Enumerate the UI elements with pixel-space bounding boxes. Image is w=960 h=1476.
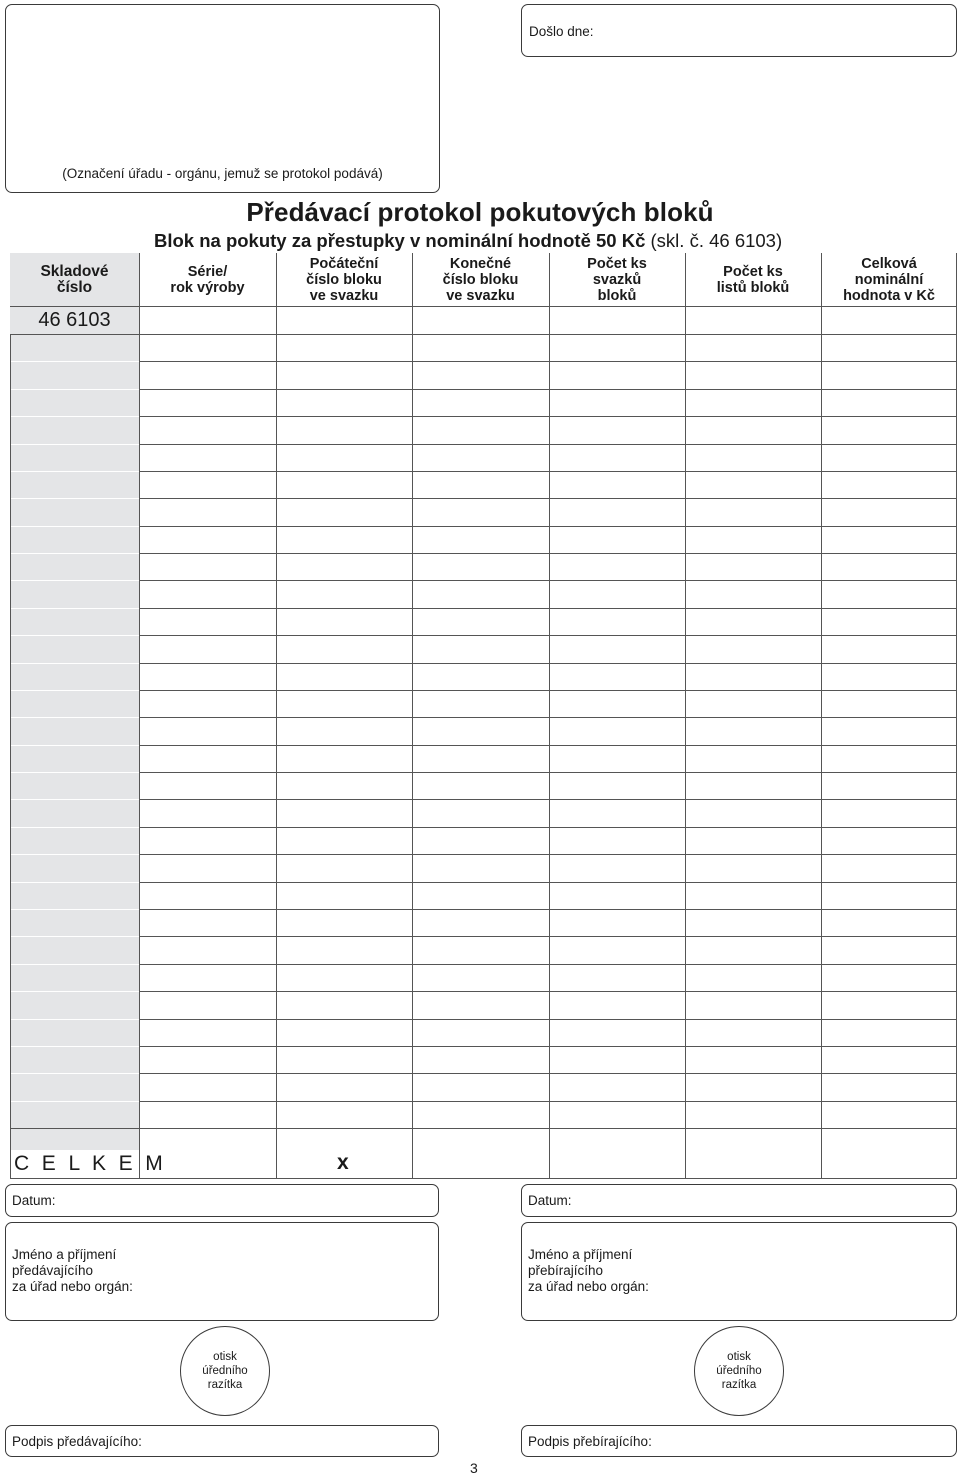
- table-cell[interactable]: [685, 553, 821, 580]
- signature-label-left: Podpis předávajícího:: [12, 1434, 142, 1449]
- table-cell[interactable]: [821, 690, 957, 717]
- table-cell[interactable]: [139, 663, 276, 690]
- grid-line: [10, 964, 139, 965]
- table-cell[interactable]: [549, 936, 685, 963]
- table-cell[interactable]: [685, 1073, 821, 1100]
- table-cell[interactable]: [549, 1046, 685, 1073]
- table-cell[interactable]: [685, 936, 821, 963]
- table-cell[interactable]: [276, 306, 412, 334]
- table-cell[interactable]: [139, 772, 276, 799]
- table-cell[interactable]: [412, 498, 549, 525]
- grid-line: [10, 580, 139, 581]
- table-cell[interactable]: [685, 772, 821, 799]
- grid-line: [10, 854, 957, 855]
- grid-line: [10, 334, 957, 335]
- grid-line: [10, 1046, 139, 1047]
- table-cell[interactable]: [276, 827, 412, 854]
- table-cell[interactable]: [685, 717, 821, 744]
- table-cell[interactable]: [412, 745, 549, 772]
- grid-line: [10, 471, 139, 472]
- table-cell[interactable]: [139, 361, 276, 388]
- table-cell[interactable]: [549, 471, 685, 498]
- table-cell[interactable]: [549, 882, 685, 909]
- table-cell[interactable]: [412, 663, 549, 690]
- table-cell[interactable]: [139, 991, 276, 1018]
- table-cell[interactable]: [821, 635, 957, 662]
- table-cell[interactable]: [549, 1073, 685, 1100]
- table-cell[interactable]: [685, 909, 821, 936]
- grid-line: [10, 389, 957, 390]
- grid-line: [10, 882, 139, 883]
- table-cell[interactable]: [549, 690, 685, 717]
- table-cell[interactable]: [685, 1101, 821, 1128]
- table-cell[interactable]: [549, 526, 685, 553]
- table-cell[interactable]: [412, 717, 549, 744]
- table-cell[interactable]: [276, 799, 412, 826]
- table-cell[interactable]: [821, 854, 957, 881]
- grid-line: [10, 608, 957, 609]
- table-cell[interactable]: [821, 991, 957, 1018]
- table-cell[interactable]: [549, 854, 685, 881]
- table-cell[interactable]: [549, 799, 685, 826]
- date-field-left[interactable]: [5, 1184, 439, 1217]
- table-cell[interactable]: [821, 799, 957, 826]
- table-cell[interactable]: [685, 663, 821, 690]
- grid-line: [10, 580, 957, 581]
- grid-line: [10, 1019, 957, 1020]
- table-cell[interactable]: [412, 1101, 549, 1128]
- table-cell[interactable]: [412, 1046, 549, 1073]
- table-cell[interactable]: [276, 416, 412, 443]
- table-cell[interactable]: [549, 553, 685, 580]
- table-cell[interactable]: [139, 1019, 276, 1046]
- date-label-left: Datum:: [12, 1193, 56, 1208]
- table-cell[interactable]: [276, 1101, 412, 1128]
- grid-line: [10, 1046, 957, 1047]
- table-cell[interactable]: [412, 854, 549, 881]
- table-cell[interactable]: [549, 580, 685, 607]
- grid-line: [10, 471, 957, 472]
- table-cell[interactable]: [139, 416, 276, 443]
- table-cell[interactable]: [549, 361, 685, 388]
- table-cell[interactable]: [139, 389, 276, 416]
- table-cell[interactable]: [139, 799, 276, 826]
- total-x-mark: x: [337, 1151, 349, 1174]
- table-cell[interactable]: [412, 964, 549, 991]
- table-cell[interactable]: [139, 690, 276, 717]
- table-cell[interactable]: [685, 444, 821, 471]
- table-cell[interactable]: [412, 471, 549, 498]
- table-cell[interactable]: [549, 416, 685, 443]
- table-cell[interactable]: [821, 827, 957, 854]
- table-cell[interactable]: [821, 1019, 957, 1046]
- table-cell[interactable]: [821, 526, 957, 553]
- table-cell[interactable]: [139, 608, 276, 635]
- column-header-3: Počáteční číslo bloku ve svazku: [306, 255, 382, 304]
- grid-line: [276, 253, 277, 1178]
- table-cell[interactable]: [139, 1101, 276, 1128]
- signature-field-receiving[interactable]: [521, 1425, 957, 1457]
- table-cell[interactable]: [276, 389, 412, 416]
- date-field-right[interactable]: [521, 1184, 957, 1217]
- table-cell[interactable]: [139, 334, 276, 361]
- table-cell[interactable]: [821, 553, 957, 580]
- table-cell[interactable]: [685, 964, 821, 991]
- table-cell[interactable]: [685, 991, 821, 1018]
- table-cell[interactable]: [276, 1019, 412, 1046]
- grid-line: [10, 772, 139, 773]
- table-cell[interactable]: [412, 334, 549, 361]
- office-designation-box[interactable]: [5, 4, 440, 193]
- table-cell[interactable]: [139, 854, 276, 881]
- grid-line: [10, 854, 139, 855]
- table-cell[interactable]: [412, 827, 549, 854]
- table-cell[interactable]: [412, 553, 549, 580]
- official-stamp-area-left: otisk úředního razítka: [180, 1326, 270, 1416]
- grid-line: [10, 1073, 139, 1074]
- table-cell[interactable]: [549, 772, 685, 799]
- table-cell[interactable]: [412, 416, 549, 443]
- grid-line: [10, 1178, 957, 1179]
- official-stamp-area-right: otisk úředního razítka: [694, 1326, 784, 1416]
- grid-line: [10, 416, 139, 417]
- table-cell[interactable]: [412, 444, 549, 471]
- page-subtitle: [154, 230, 782, 252]
- table-cell[interactable]: [685, 690, 821, 717]
- office-designation-label: (Označení úřadu - orgánu, jemuž se protokol podává): [62, 166, 383, 181]
- grid-line: [10, 553, 957, 554]
- grid-line: [10, 827, 957, 828]
- grid-line: [956, 253, 957, 1178]
- table-cell[interactable]: [821, 334, 957, 361]
- table-cell[interactable]: [412, 690, 549, 717]
- table-cell[interactable]: [276, 772, 412, 799]
- grid-line: [10, 444, 957, 445]
- grid-line: [10, 1019, 139, 1020]
- table-cell[interactable]: [821, 936, 957, 963]
- table-cell[interactable]: [821, 444, 957, 471]
- grid-line: [10, 1101, 957, 1102]
- table-cell[interactable]: [549, 444, 685, 471]
- table-cell[interactable]: [412, 991, 549, 1018]
- column-header-2: Série/ rok výroby: [170, 263, 245, 296]
- table-cell[interactable]: [685, 526, 821, 553]
- table-cell[interactable]: [549, 635, 685, 662]
- table-cell[interactable]: [276, 882, 412, 909]
- grid-line: [10, 306, 957, 307]
- table-cell[interactable]: [139, 827, 276, 854]
- table-cell[interactable]: [276, 1073, 412, 1100]
- table-cell[interactable]: [821, 1101, 957, 1128]
- grid-line: [10, 799, 139, 800]
- grid-line: [10, 416, 957, 417]
- table-cell[interactable]: [821, 498, 957, 525]
- signature-field-handing-over[interactable]: [5, 1425, 439, 1457]
- grid-line: [10, 553, 139, 554]
- table-cell[interactable]: [685, 854, 821, 881]
- table-cell[interactable]: [821, 1073, 957, 1100]
- grid-line: [10, 361, 139, 362]
- grid-line: [10, 745, 957, 746]
- table-cell[interactable]: [821, 306, 957, 334]
- table-cell[interactable]: [276, 1046, 412, 1073]
- table-cell[interactable]: [276, 361, 412, 388]
- table-cell[interactable]: [821, 717, 957, 744]
- grid-line: [10, 334, 11, 1178]
- table-cell[interactable]: [821, 389, 957, 416]
- table-cell[interactable]: [412, 1019, 549, 1046]
- page-number: 3: [470, 1460, 478, 1476]
- table-cell[interactable]: [412, 526, 549, 553]
- grid-line: [10, 1073, 957, 1074]
- received-date-label: Došlo dne:: [529, 24, 594, 39]
- table-cell[interactable]: [821, 361, 957, 388]
- table-cell[interactable]: [139, 471, 276, 498]
- table-cell[interactable]: [276, 553, 412, 580]
- table-cell[interactable]: [821, 964, 957, 991]
- grid-line: [10, 717, 957, 718]
- table-cell[interactable]: [685, 745, 821, 772]
- table-cell[interactable]: [139, 444, 276, 471]
- column-header-4: Konečné číslo bloku ve svazku: [442, 255, 519, 304]
- table-cell[interactable]: [139, 580, 276, 607]
- grid-line: [10, 991, 957, 992]
- grid-line: [10, 690, 957, 691]
- grid-line: [10, 663, 139, 664]
- table-cell[interactable]: [412, 772, 549, 799]
- table-cell[interactable]: [685, 361, 821, 388]
- table-cell[interactable]: [821, 772, 957, 799]
- signature-label-right: Podpis přebírajícího:: [528, 1434, 652, 1449]
- grid-line: [412, 253, 413, 1178]
- grid-line: [10, 909, 139, 910]
- table-cell[interactable]: [412, 635, 549, 662]
- table-cell[interactable]: [685, 416, 821, 443]
- table-cell[interactable]: [549, 717, 685, 744]
- table-cell[interactable]: [276, 498, 412, 525]
- grid-line: [10, 882, 957, 883]
- grid-line: [139, 253, 140, 1178]
- table-cell[interactable]: [276, 745, 412, 772]
- handover-table: [10, 253, 957, 1178]
- column-header-7: Celková nominální hodnota v Kč: [843, 255, 935, 304]
- table-cell[interactable]: [549, 827, 685, 854]
- stock-number-column: [10, 253, 139, 1150]
- table-cell[interactable]: [139, 498, 276, 525]
- grid-line: [10, 498, 139, 499]
- table-cell[interactable]: [549, 389, 685, 416]
- table-cell[interactable]: [549, 663, 685, 690]
- grid-line: [10, 772, 957, 773]
- table-cell[interactable]: [685, 882, 821, 909]
- table-cell[interactable]: [821, 1046, 957, 1073]
- table-cell[interactable]: [412, 1073, 549, 1100]
- table-cell[interactable]: [276, 580, 412, 607]
- table-cell[interactable]: [821, 471, 957, 498]
- table-cell[interactable]: [412, 909, 549, 936]
- table-cell[interactable]: [412, 936, 549, 963]
- table-cell[interactable]: [276, 909, 412, 936]
- grid-line: [10, 635, 139, 636]
- table-cell[interactable]: [412, 799, 549, 826]
- grid-line: [10, 1128, 957, 1129]
- table-cell[interactable]: [685, 827, 821, 854]
- table-cell[interactable]: [412, 882, 549, 909]
- grid-line: [10, 717, 139, 718]
- grid-line: [10, 964, 957, 965]
- table-cell[interactable]: [821, 745, 957, 772]
- subtitle-bold: Blok na pokuty za přestupky v nominální hodnotě 50 Kč: [154, 230, 646, 251]
- name-field-receiving[interactable]: [521, 1222, 957, 1321]
- table-cell[interactable]: [139, 964, 276, 991]
- table-cell[interactable]: [139, 936, 276, 963]
- table-cell[interactable]: [139, 717, 276, 744]
- grid-line: [10, 799, 957, 800]
- grid-line: [10, 1101, 139, 1102]
- table-cell[interactable]: [821, 663, 957, 690]
- grid-line: [10, 663, 957, 664]
- table-cell[interactable]: [139, 1046, 276, 1073]
- table-cell[interactable]: [276, 717, 412, 744]
- table-cell[interactable]: [276, 690, 412, 717]
- grid-line: [10, 608, 139, 609]
- table-cell[interactable]: [549, 608, 685, 635]
- grid-line: [10, 690, 139, 691]
- grid-line: [10, 444, 139, 445]
- name-label-right: Jméno a příjmení přebírajícího za úřad nebo orgán:: [528, 1247, 649, 1294]
- table-cell[interactable]: [685, 1019, 821, 1046]
- column-header-1: Skladové číslo: [40, 262, 109, 296]
- table-cell[interactable]: [549, 909, 685, 936]
- stock-number-value: 46 6103: [38, 308, 111, 331]
- table-cell[interactable]: [139, 526, 276, 553]
- table-cell[interactable]: [549, 334, 685, 361]
- table-cell[interactable]: [685, 580, 821, 607]
- table-cell[interactable]: [139, 1073, 276, 1100]
- grid-line: [10, 827, 139, 828]
- table-cell[interactable]: [821, 416, 957, 443]
- grid-line: [10, 909, 957, 910]
- column-header-6: Počet ks listů bloků: [716, 263, 790, 296]
- grid-line: [10, 745, 139, 746]
- table-cell[interactable]: [276, 334, 412, 361]
- table-cell[interactable]: [139, 553, 276, 580]
- table-cell[interactable]: [412, 608, 549, 635]
- table-cell[interactable]: [412, 580, 549, 607]
- table-cell[interactable]: [549, 745, 685, 772]
- received-date-box[interactable]: [521, 4, 957, 57]
- table-cell[interactable]: [276, 471, 412, 498]
- table-cell[interactable]: [685, 334, 821, 361]
- table-cell[interactable]: [685, 498, 821, 525]
- table-cell[interactable]: [685, 799, 821, 826]
- table-cell[interactable]: [139, 306, 276, 334]
- grid-line: [10, 936, 139, 937]
- table-cell[interactable]: [139, 745, 276, 772]
- table-cell[interactable]: [685, 389, 821, 416]
- grid-line: [10, 991, 139, 992]
- table-cell[interactable]: [685, 635, 821, 662]
- grid-line: [10, 526, 139, 527]
- total-label: C E L K E M: [14, 1152, 167, 1175]
- table-cell[interactable]: [139, 882, 276, 909]
- table-cell[interactable]: [139, 635, 276, 662]
- table-cell[interactable]: [139, 909, 276, 936]
- grid-line: [10, 936, 957, 937]
- grid-line: [10, 361, 957, 362]
- table-cell[interactable]: [276, 936, 412, 963]
- table-cell[interactable]: [276, 854, 412, 881]
- table-cell[interactable]: [549, 1019, 685, 1046]
- grid-line: [10, 498, 957, 499]
- page-title: Předávací protokol pokutových bloků: [246, 197, 714, 227]
- table-cell[interactable]: [821, 608, 957, 635]
- table-cell[interactable]: [276, 991, 412, 1018]
- table-cell[interactable]: [276, 608, 412, 635]
- subtitle-normal: (skl. č. 46 6103): [645, 230, 783, 251]
- name-field-handing-over[interactable]: [5, 1222, 439, 1321]
- table-cell[interactable]: [685, 1046, 821, 1073]
- table-cell[interactable]: [276, 964, 412, 991]
- table-cell[interactable]: [549, 498, 685, 525]
- column-header-5: Počet ks svazků bloků: [587, 255, 647, 304]
- grid-line: [10, 526, 957, 527]
- table-cell[interactable]: [549, 991, 685, 1018]
- table-cell[interactable]: [276, 444, 412, 471]
- table-cell[interactable]: [276, 635, 412, 662]
- table-cell[interactable]: [412, 389, 549, 416]
- table-cell[interactable]: [412, 361, 549, 388]
- table-cell[interactable]: [549, 306, 685, 334]
- table-cell[interactable]: [821, 909, 957, 936]
- table-cell[interactable]: [549, 1101, 685, 1128]
- table-cell[interactable]: [685, 306, 821, 334]
- grid-line: [10, 389, 139, 390]
- name-label-left: Jméno a příjmení předávajícího za úřad nebo orgán:: [12, 1247, 133, 1294]
- table-cell[interactable]: [685, 471, 821, 498]
- grid-line: [10, 635, 957, 636]
- date-label-right: Datum:: [528, 1193, 572, 1208]
- table-cell[interactable]: [821, 882, 957, 909]
- table-cell[interactable]: [685, 608, 821, 635]
- grid-line: [821, 253, 822, 1178]
- table-cell[interactable]: [821, 580, 957, 607]
- grid-line: [685, 253, 686, 1178]
- table-cell[interactable]: [276, 663, 412, 690]
- grid-line: [549, 253, 550, 1178]
- table-cell[interactable]: [412, 306, 549, 334]
- table-cell[interactable]: [549, 964, 685, 991]
- table-cell[interactable]: [276, 526, 412, 553]
